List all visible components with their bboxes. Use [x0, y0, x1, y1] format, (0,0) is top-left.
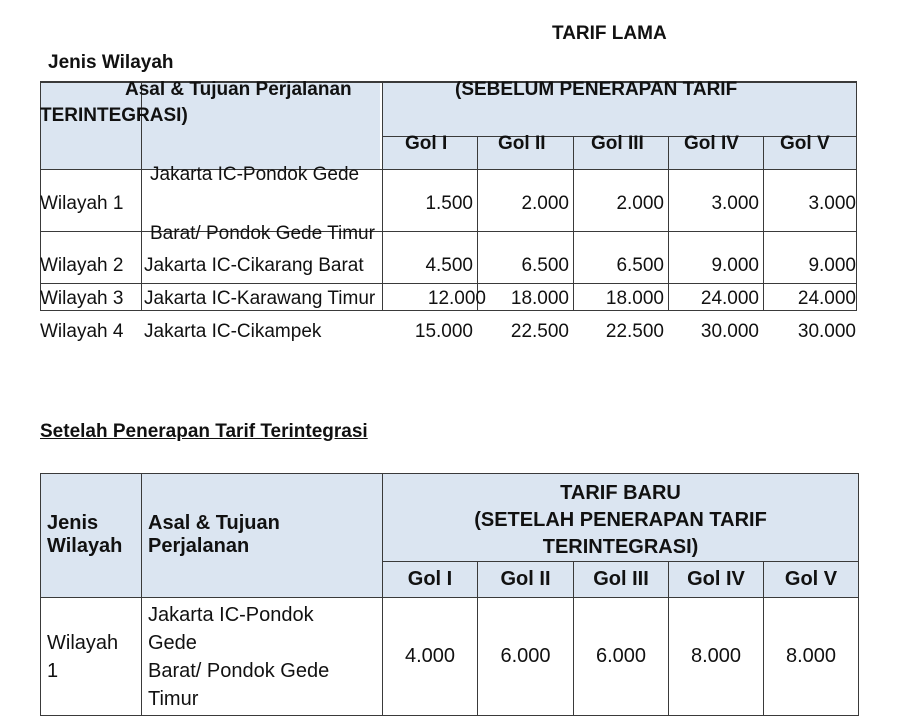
- table-line: [40, 283, 857, 284]
- row2-val-gol4: 9.000: [711, 255, 759, 276]
- gol-header-2: Gol II: [478, 562, 574, 598]
- table-row: [41, 598, 859, 716]
- gol-header-3: Gol III: [591, 133, 644, 154]
- row1-val-gol2: 2.000: [521, 193, 569, 214]
- table-line: [763, 136, 764, 311]
- gol-header-4: Gol IV: [669, 562, 764, 598]
- tarif-baru-header: [383, 474, 859, 562]
- row2-val-gol3: 6.500: [616, 255, 664, 276]
- col-jenis-wilayah: [41, 474, 142, 598]
- row3-val-gol3: 18.000: [605, 288, 664, 309]
- row1-val-gol5: 8.000: [764, 598, 859, 716]
- row1-asal: [142, 598, 383, 716]
- tarif-baru-table: [40, 473, 859, 716]
- table-line: [668, 136, 669, 311]
- row4-asal: Jakarta IC-Cikampek: [144, 321, 322, 342]
- row3-asal: Jakarta IC-Karawang Timur: [144, 288, 376, 309]
- col-asal-line2: Perjalanan: [148, 535, 250, 557]
- row1-val-gol1: 1.500: [425, 193, 473, 214]
- tarif-lama-subtitle: (SEBELUM PENERAPAN TARIF: [455, 79, 738, 100]
- row3-val-gol2: 18.000: [510, 288, 569, 309]
- row1-asal-line1: Jakarta IC-Pondok Gede: [150, 164, 360, 185]
- row1-val-gol1: 4.000: [383, 598, 478, 716]
- table-line: [477, 136, 478, 311]
- row1-asal-line2: Barat/ Pondok Gede Timur: [150, 223, 375, 244]
- row1-asal-line4: Timur: [148, 687, 199, 710]
- row2-val-gol2: 6.500: [521, 255, 569, 276]
- row4-val-gol5: 30.000: [797, 321, 856, 342]
- row2-val-gol1: 4.500: [425, 255, 473, 276]
- row1-asal-line1: Jakarta IC-Pondok: [148, 603, 314, 626]
- row1-val-gol4: 8.000: [669, 598, 764, 716]
- gol-header-5: Gol V: [764, 562, 859, 598]
- gol-header-2: Gol II: [498, 133, 546, 154]
- row1-wilayah: [41, 598, 142, 716]
- row1-val-gol5: 3.000: [808, 193, 856, 214]
- row4-val-gol3: 22.500: [605, 321, 664, 342]
- row3-val-gol1: 12.000: [427, 288, 486, 309]
- row2-asal: Jakarta IC-Cikarang Barat: [144, 255, 364, 276]
- col-asal-line1: Asal & Tujuan: [148, 512, 280, 534]
- row1-val-gol3: 6.000: [574, 598, 669, 716]
- col-asal-tujuan: Asal & Tujuan Perjalanan: [125, 79, 352, 100]
- row3-val-gol5: 24.000: [797, 288, 856, 309]
- col-asal-tujuan: [142, 474, 383, 598]
- row1-wilayah: Wilayah 1: [40, 193, 124, 214]
- row2-wilayah: Wilayah 2: [40, 255, 124, 276]
- row1-asal-line2: Gede: [148, 631, 197, 654]
- tarif-baru-subtitle-2: TERINTEGRASI): [542, 536, 699, 558]
- section-heading: Setelah Penerapan Tarif Terintegrasi: [40, 421, 368, 442]
- tarif-baru-title: TARIF BARU: [560, 482, 681, 504]
- gol-header-3: Gol III: [574, 562, 669, 598]
- row3-wilayah: Wilayah 3: [40, 288, 124, 309]
- tarif-baru-subtitle: (SETELAH PENERAPAN TARIF: [474, 509, 767, 531]
- col-jenis-line1: Jenis: [47, 512, 99, 534]
- gol-header-5: Gol V: [780, 133, 830, 154]
- table-line: [573, 136, 574, 311]
- gol-header-1: Gol I: [405, 133, 448, 154]
- row3-val-gol4: 24.000: [700, 288, 759, 309]
- row2-val-gol5: 9.000: [808, 255, 856, 276]
- table-line: [40, 310, 857, 311]
- col-jenis-wilayah: Jenis Wilayah: [48, 52, 174, 73]
- row1-val-gol2: 6.000: [478, 598, 574, 716]
- tarif-lama-subtitle-2: TERINTEGRASI): [40, 105, 188, 126]
- row4-val-gol4: 30.000: [700, 321, 759, 342]
- gol-header-1: Gol I: [383, 562, 478, 598]
- tarif-lama-title: TARIF LAMA: [552, 23, 667, 44]
- row1-asal-line3: Barat/ Pondok Gede: [148, 659, 330, 682]
- row4-wilayah: Wilayah 4: [40, 321, 124, 342]
- gol-header-4: Gol IV: [684, 133, 739, 154]
- table-line: [382, 81, 383, 311]
- row1-val-gol4: 3.000: [711, 193, 759, 214]
- col-jenis-line2: Wilayah: [47, 535, 123, 557]
- row4-val-gol1: 15.000: [414, 321, 473, 342]
- row1-wilayah-line2: 1: [47, 659, 59, 682]
- table-line: [856, 81, 857, 311]
- row1-wilayah-line1: Wilayah: [47, 631, 119, 654]
- row1-val-gol3: 2.000: [616, 193, 664, 214]
- row4-val-gol2: 22.500: [510, 321, 569, 342]
